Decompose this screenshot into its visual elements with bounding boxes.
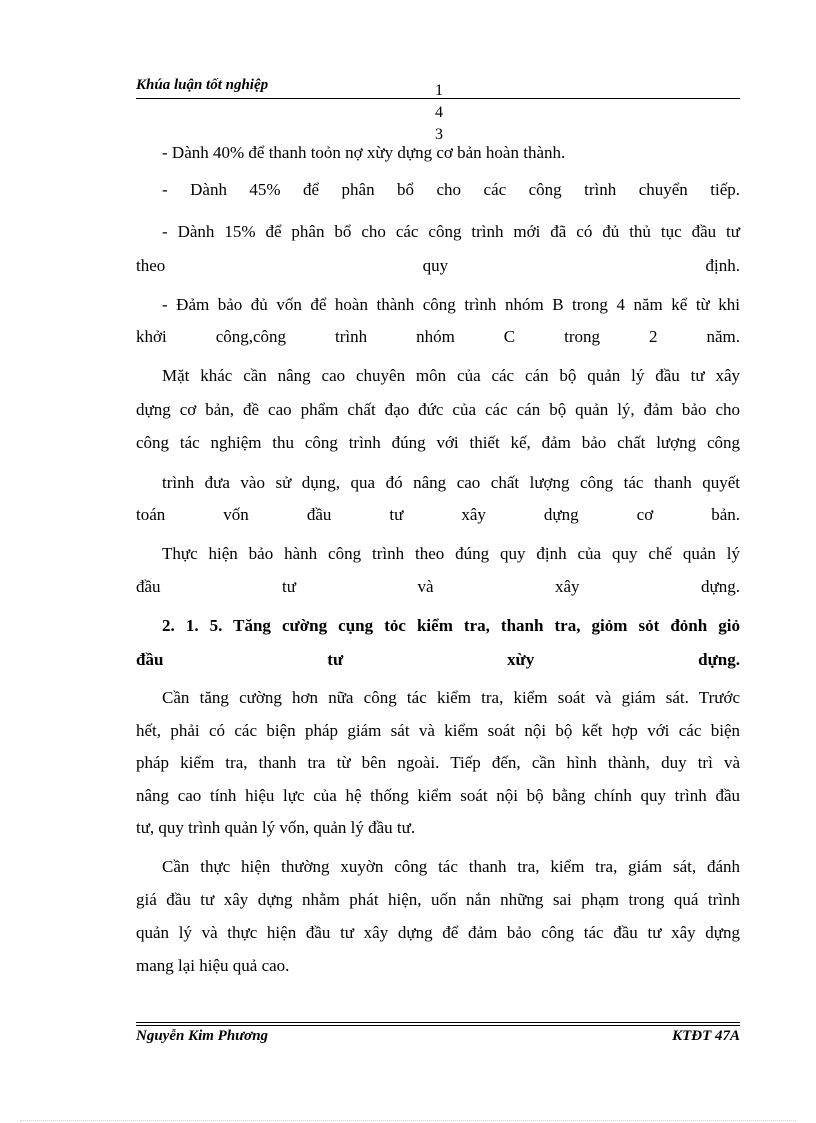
page-digit: 1 bbox=[435, 82, 443, 99]
footer-rule bbox=[136, 1022, 740, 1023]
section-heading: đầu tư xừy dựng. bbox=[136, 650, 740, 669]
text-line: giá đầu tư xây dựng nhằm phát hiện, uốn nắn những sai phạm trong quá trình bbox=[136, 890, 740, 909]
text-line: theo quy định. bbox=[136, 256, 740, 275]
text-line: dựng cơ bản, đề cao phẩm chất đạo đức của các cán bộ quản lý, đảm bảo cho bbox=[136, 400, 740, 419]
text-line: - Dành 40% để thanh toỏn nợ xừy dựng cơ bản hoàn thành. bbox=[162, 143, 566, 162]
text-line: khởi công,công trình nhóm C trong 2 năm. bbox=[136, 327, 740, 346]
text-line: pháp kiểm tra, thanh tra từ bên ngoài. Tiếp đến, cần hình thành, duy trì và bbox=[136, 753, 740, 772]
footer-rule bbox=[136, 1025, 740, 1026]
text-line: Cần tăng cường hơn nữa công tác kiểm tra, kiểm soát và giám sát. Trước bbox=[162, 688, 740, 707]
text-line: quản lý và thực hiện đầu tư xây dựng để đảm bảo công tác đầu tư xây dựng bbox=[136, 923, 740, 942]
text-line: đầu tư và xây dựng. bbox=[136, 577, 740, 596]
page-number bbox=[432, 80, 446, 146]
page-edge bbox=[20, 1120, 796, 1121]
footer-class: KTĐT 47A bbox=[672, 1028, 740, 1044]
text-line: - Đảm bảo đủ vốn để hoàn thành công trình nhóm B trong 4 năm kể từ khi bbox=[162, 295, 740, 314]
text-line: Mặt khác cần nâng cao chuyên môn của các cán bộ quản lý đầu tư xây bbox=[162, 366, 740, 385]
text-line: - Dành 45% để phân bổ cho các công trình chuyển tiếp. bbox=[162, 180, 740, 199]
text-line: Thực hiện bảo hành công trình theo đúng quy định của quy chế quản lý bbox=[162, 544, 740, 563]
text-line: công tác nghiệm thu công trình đúng với thiết kế, đảm bảo chất lượng công bbox=[136, 433, 740, 452]
text-line: trình đưa vào sử dụng, qua đó nâng cao chất lượng công tác thanh quyết bbox=[162, 473, 740, 492]
text-line: nâng cao tính hiệu lực của hệ thống kiểm soát nội bộ bằng chính quy trình đầu bbox=[136, 786, 740, 805]
page-digit: 4 bbox=[435, 104, 443, 121]
text-line: mang lại hiệu quả cao. bbox=[136, 956, 290, 975]
text-line: Cần thực hiện thường xuyờn công tác thanh tra, kiểm tra, giám sát, đánh bbox=[162, 857, 740, 876]
section-heading: 2. 1. 5. Tăng cường cụng tỏc kiểm tra, thanh tra, giỏm sỏt đỏnh giỏ bbox=[162, 616, 740, 635]
footer-author: Nguyễn Kim Phương bbox=[136, 1028, 269, 1044]
text-line: toán vốn đầu tư xây dựng cơ bản. bbox=[136, 505, 740, 524]
text-line: - Dành 15% để phân bổ cho các công trình mới đã có đủ thủ tục đầu tư bbox=[162, 222, 740, 241]
text-line: hết, phải có các biện pháp giám sát và kiểm soát nội bộ kết hợp với các biện bbox=[136, 721, 740, 740]
text-line: tư, quy trình quản lý vốn, quản lý đầu tư. bbox=[136, 818, 416, 837]
header-title: Khúa luận tốt nghiệp bbox=[136, 77, 269, 93]
page-digit: 3 bbox=[435, 126, 443, 143]
